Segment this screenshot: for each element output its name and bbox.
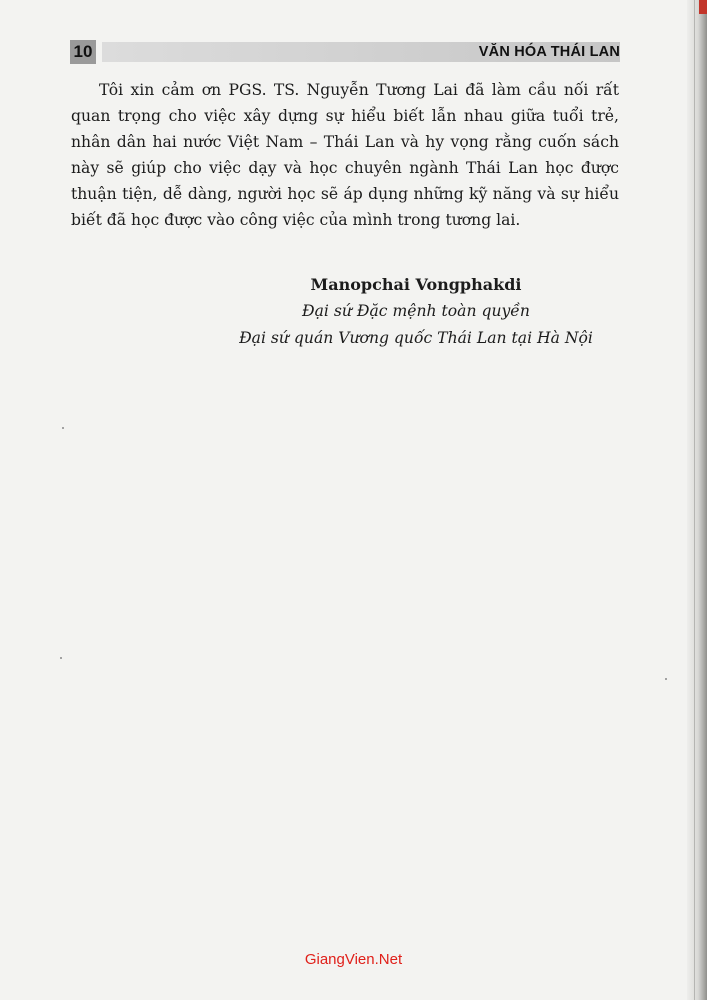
paragraph-text: Tôi xin cảm ơn PGS. TS. Nguyễn Tương Lai đã làm cầu nối rất quan trọng cho việc xây dựng sự hiểu biết lẫn nhau giữa tuổi trẻ, nhân dân hai nước Việt Nam – Thái Lan và hy vọng rằng cuốn sách này sẽ giúp cho việc dạy và học chuyên ngành Thái Lan học được thuận tiện, dễ dàng, người học sẽ áp dụng những kỹ năng và sự hiểu biết đã học được vào công việc của mình trong tương lai. [71,81,619,229]
scan-speck [62,427,64,429]
running-title: VĂN HÓA THÁI LAN [478,44,620,60]
corner-bookmark-mark [699,0,707,14]
signatory-office: Đại sứ quán Vương quốc Thái Lan tại Hà Nội [239,329,593,347]
signatory-name: Manopchai Vongphakdi [310,275,522,294]
page-header [70,40,620,64]
watermark-text: GiangVien.Net [304,951,403,968]
body-paragraph [71,77,619,233]
scan-speck [665,678,667,680]
page-number: 10 [70,40,96,64]
page-edge-shadow [687,0,707,1000]
signature-block [196,271,636,352]
scan-speck [60,657,62,659]
page-edge-line [694,0,695,1000]
signatory-title: Đại sứ Đặc mệnh toàn quyền [302,302,530,320]
